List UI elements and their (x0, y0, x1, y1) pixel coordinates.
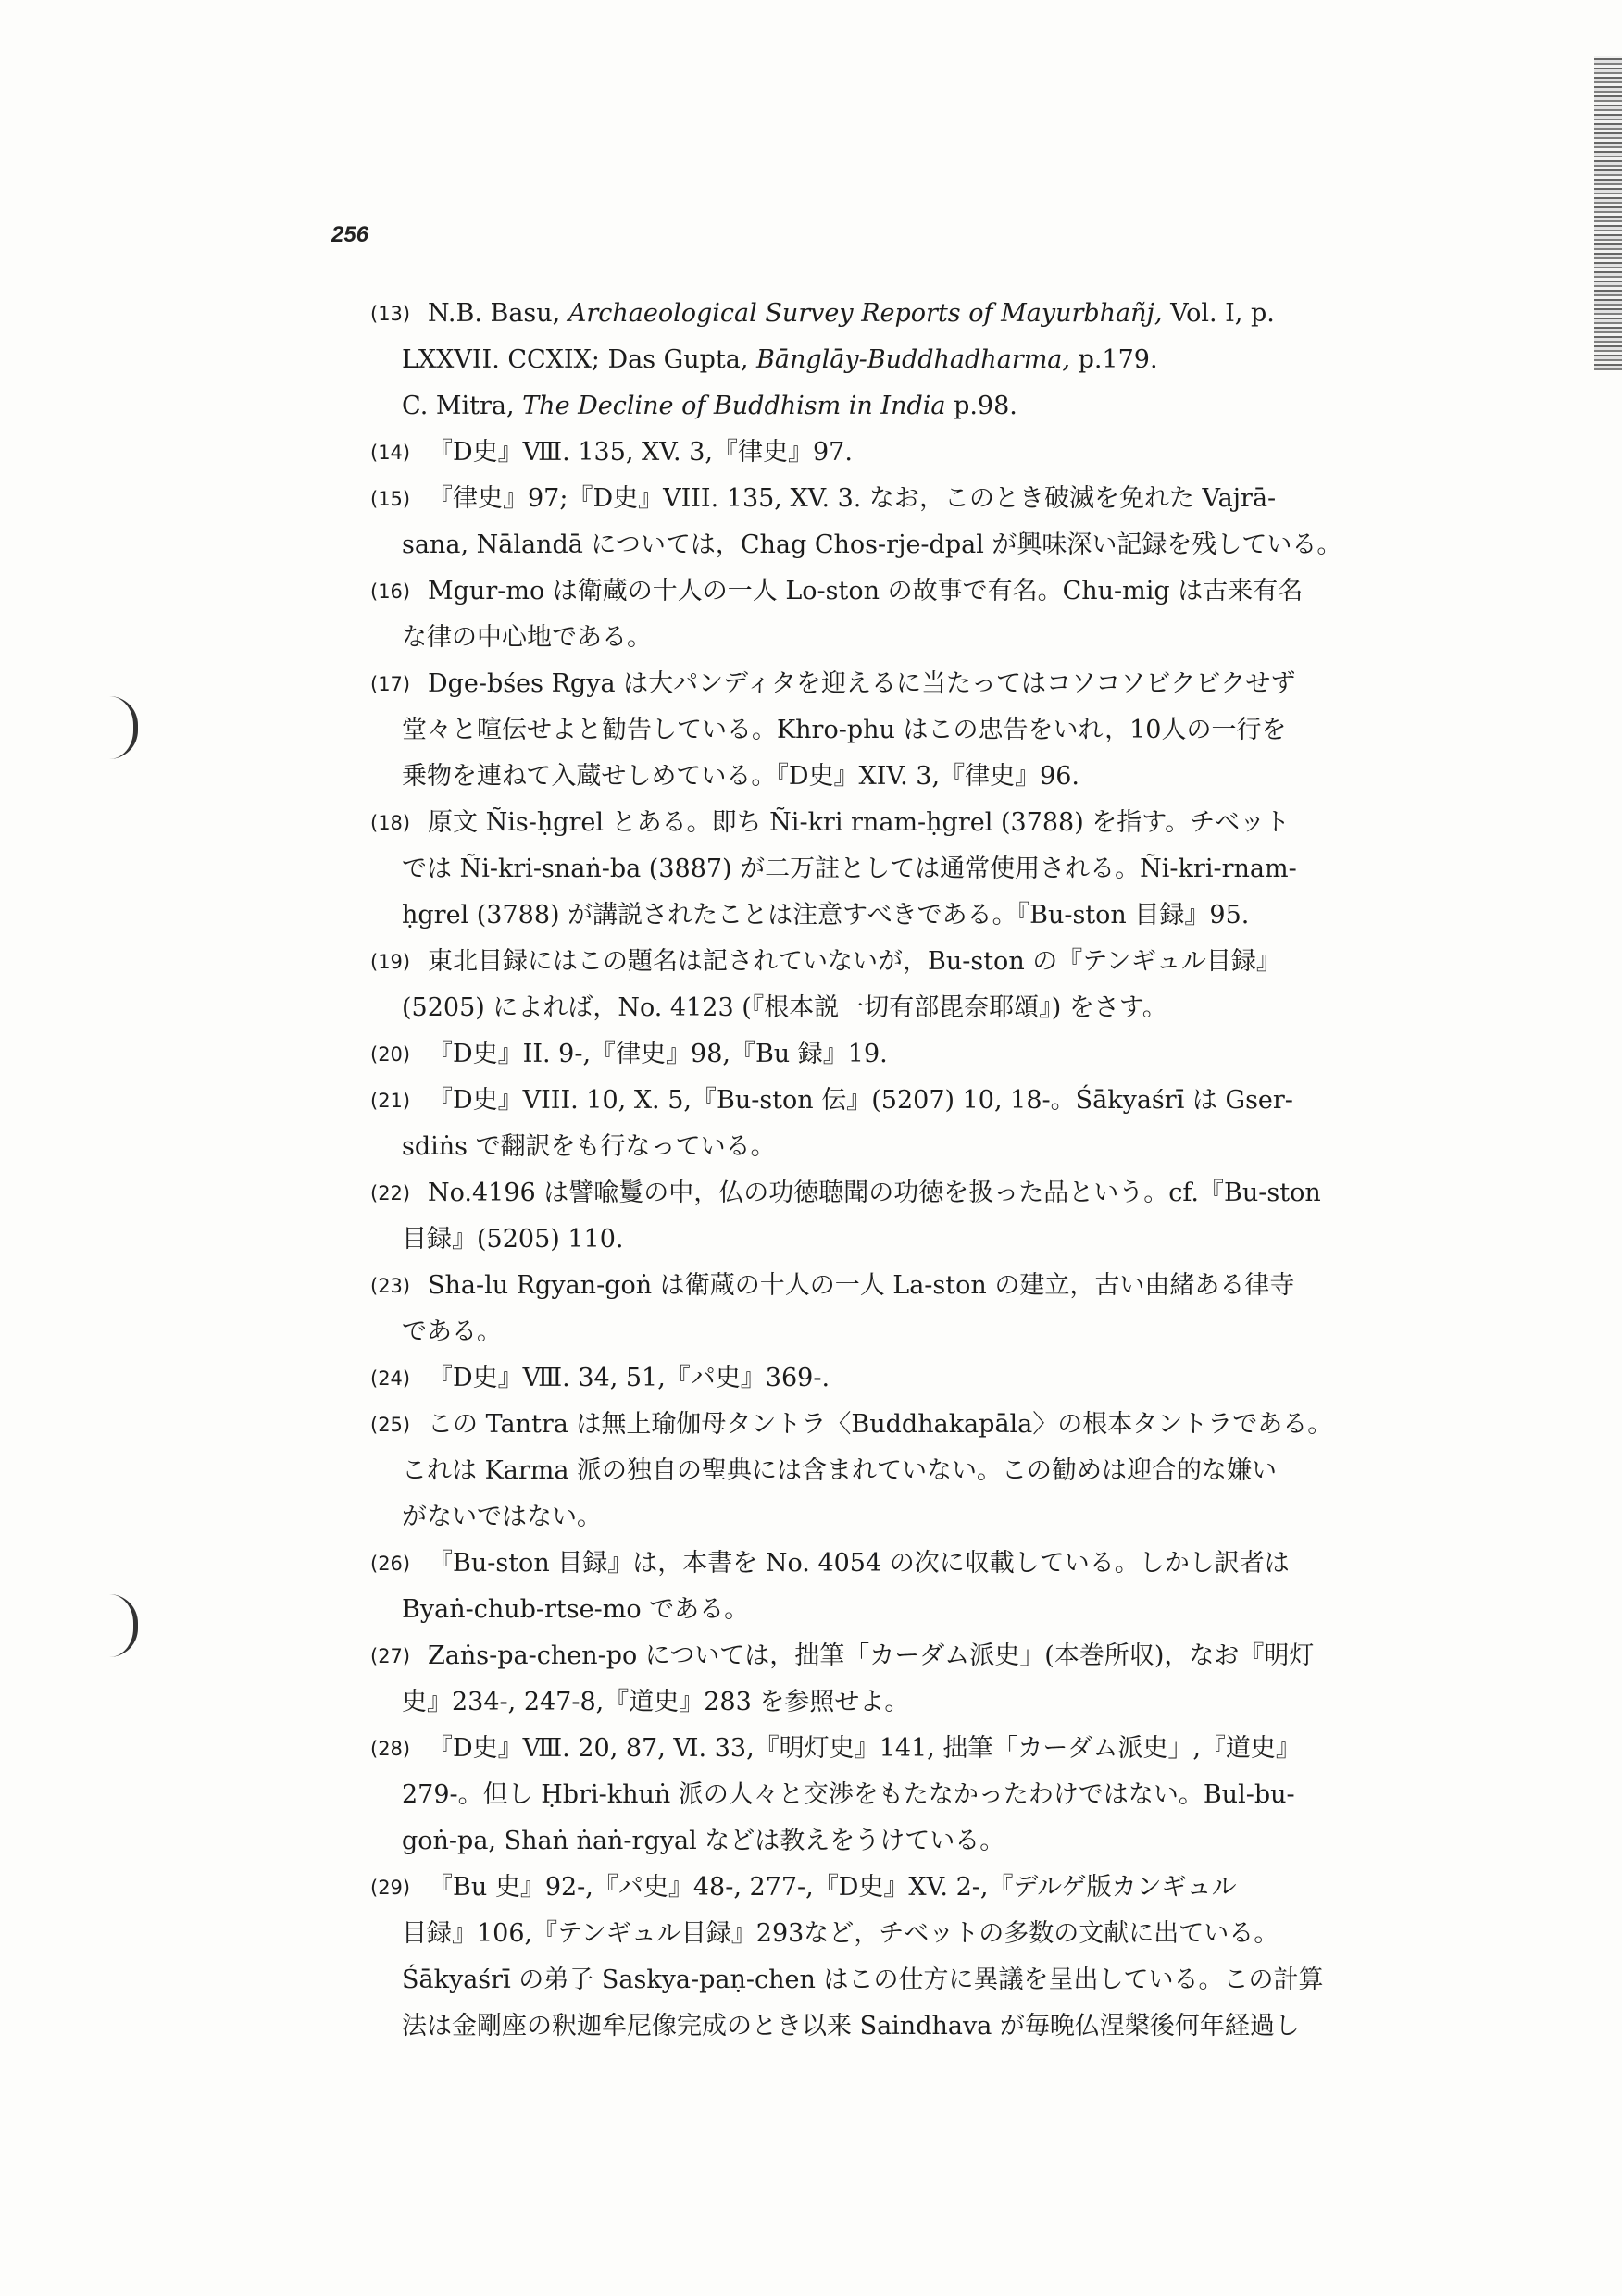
footnote-line (370, 1402, 1463, 1448)
footnote-text: p.98. (945, 392, 1017, 420)
footnote-text: な律の中心地である。 (402, 623, 652, 652)
footnote-number: (20) (370, 1043, 411, 1066)
footnote-number: (25) (370, 1414, 411, 1436)
footnote-line (370, 1772, 1463, 1818)
footnote-text: Byaṅ-chub-rtse-mo である。 (402, 1595, 750, 1624)
margin-bracket-mark (109, 696, 138, 759)
footnote-text: 『Bu 史』92-,『パ史』48-, 277-,『D史』XV. 2-,『デルゲ版カンギュル (428, 1873, 1237, 1902)
footnote-text: sdiṅs で翻訳をも行なっている。 (402, 1132, 776, 1161)
footnote-text: 『律史』97;『D史』VIII. 135, XV. 3. なお，このとき破滅を免れた Vajrā- (428, 484, 1277, 513)
footnote-line (370, 383, 1463, 430)
footnote-text: (5205) によれば，No. 4123 (『根本説一切有部毘奈耶頌』) をさす。 (402, 993, 1167, 1022)
footnote-text: 目録』(5205) 110. (402, 1225, 624, 1254)
footnote-line (370, 892, 1463, 939)
footnote-number: (19) (370, 951, 411, 973)
footnote-number: (18) (370, 812, 411, 834)
footnote-text: ḥgrel (3788) が講説されたことは注意すべきである。『Bu-ston 目録』95. (402, 901, 1250, 930)
footnote-line (370, 754, 1463, 800)
footnote-line (370, 1309, 1463, 1355)
footnote-text: 『Bu-ston 目録』は，本書を No. 4054 の次に収載している。しかし訳者は (428, 1549, 1290, 1578)
footnote-number: (17) (370, 673, 411, 695)
footnote-text: 法は金剛座の釈迦牟尼像完成のとき以来 Saindhava が毎晩仏涅槃後何年経過し (402, 2012, 1300, 2040)
italic-title: The Decline of Buddhism in India (522, 392, 946, 420)
footnote-line (370, 800, 1463, 846)
footnote-text: 堂々と喧伝せよと勧告している。Khro-phu はこの忠告をいれ，10人の一行を (402, 716, 1287, 744)
footnote-number: (15) (370, 488, 411, 510)
footnote-number: (13) (370, 303, 411, 325)
footnote-line (370, 1217, 1463, 1263)
footnote-number: (26) (370, 1553, 411, 1575)
footnote-text: Dge-bśes Rgya は大パンディタを迎えるに当たってはコソコソビクビクせず (428, 669, 1296, 698)
footnote-number: (22) (370, 1182, 411, 1204)
footnote (370, 1355, 1463, 1402)
footnote-text: 史』234-, 247-8,『道史』283 を参照せよ。 (402, 1688, 910, 1716)
footnote-number: (24) (370, 1367, 411, 1390)
footnote-line (370, 1911, 1463, 1957)
footnote-text: これは Karma 派の独自の聖典には含まれていない。この勧めは迎合的な嫌い (402, 1456, 1278, 1485)
footnote-line (370, 1726, 1463, 1772)
footnote-line (370, 1679, 1463, 1726)
footnote-text: Śākyaśrī の弟子 Saskya-paṇ-chen はこの仕方に異議を呈出している。この計算 (402, 1965, 1324, 1994)
footnote-text: である。 (402, 1317, 502, 1346)
footnote-number: (27) (370, 1645, 411, 1667)
footnote-line (370, 661, 1463, 707)
footnote-number: (23) (370, 1275, 411, 1297)
footnote-text: Vol. I, p. (1162, 299, 1275, 328)
italic-title: Archaeological Survey Reports of Mayurbhañj, (568, 299, 1163, 328)
footnote (370, 939, 1463, 1031)
footnote-line (370, 522, 1463, 568)
footnote (370, 568, 1463, 661)
footnote (370, 1170, 1463, 1263)
footnote-line (370, 1448, 1463, 1494)
footnote-line (370, 985, 1463, 1031)
italic-title: Bānglāy-Buddhadharma, (756, 345, 1070, 374)
footnote-text: 原文 Ñis-ḥgrel とある。即ち Ñi-kri rnam-ḥgrel (3788) を指す。チベット (428, 808, 1291, 837)
footnote-line (370, 337, 1463, 383)
footnote-text: 乗物を連ねて入蔵せしめている。『D史』XIV. 3,『律史』96. (402, 762, 1080, 791)
page-number: 256 (331, 222, 369, 247)
footnote-text: goṅ-pa, Shaṅ ṅaṅ-rgyal などは教えをうけている。 (402, 1827, 1005, 1855)
footnote-line (370, 1494, 1463, 1541)
footnote-number: (14) (370, 442, 411, 464)
footnote-text: 『D史』Ⅷ. 20, 87, Ⅵ. 33,『明灯史』141, 拙筆「カーダム派史」,『道史』 (428, 1734, 1301, 1763)
footnote (370, 1402, 1463, 1541)
footnote-line (370, 568, 1463, 615)
footnote-text: C. Mitra, (402, 392, 523, 420)
footnote-text: sana, Nālandā については，Chag Chos-rje-dpal が興味深い記録を残している。 (402, 530, 1342, 559)
footnote-text: Sha-lu Rgyan-goṅ は衛蔵の十人の一人 La-ston の建立，古い由緒ある律寺 (428, 1271, 1295, 1300)
footnote (370, 1633, 1463, 1726)
footnote-line (370, 615, 1463, 661)
footnote-text: がないではない。 (402, 1503, 602, 1531)
footnote-line (370, 1263, 1463, 1309)
footnote-line (370, 707, 1463, 754)
footnote-text: 『D史』II. 9-,『律史』98,『Bu 録』19. (428, 1040, 888, 1068)
footnote-number: (16) (370, 580, 411, 603)
footnote-line (370, 476, 1463, 522)
footnote-line (370, 1170, 1463, 1217)
footnote (370, 1078, 1463, 1170)
footnote (370, 476, 1463, 568)
footnote-line (370, 2003, 1463, 2050)
footnote-text: N.B. Basu, (428, 299, 568, 328)
footnote-line (370, 1078, 1463, 1124)
footnote-text: では Ñi-kri-snaṅ-ba (3887) が二万註としては通常使用される。Ñi-kri-rnam- (402, 855, 1297, 883)
footnote-line (370, 430, 1463, 476)
footnote (370, 661, 1463, 800)
footnote-line (370, 1355, 1463, 1402)
footnote-line (370, 291, 1463, 337)
footnote-line (370, 1541, 1463, 1587)
scan-edge-artifact (1594, 56, 1622, 370)
footnote-text: 目録』106,『テンギュル目録』293など，チベットの多数の文献に出ている。 (402, 1919, 1279, 1948)
footnote (370, 291, 1463, 430)
footnote-line (370, 1031, 1463, 1078)
footnote-line (370, 1865, 1463, 1911)
footnote-text: 『D史』Ⅷ. 135, XV. 3,『律史』97. (428, 438, 853, 467)
footnote-number: (28) (370, 1738, 411, 1760)
margin-bracket-mark (109, 1594, 138, 1657)
footnote (370, 1865, 1463, 2050)
footnote (370, 1726, 1463, 1865)
footnote-line (370, 1818, 1463, 1865)
footnotes (370, 291, 1463, 2050)
footnote (370, 1541, 1463, 1633)
footnote-text: 279-。但し Ḥbri-khuṅ 派の人々と交渉をもたなかったわけではない。Bul-bu- (402, 1780, 1295, 1809)
footnote-line (370, 1957, 1463, 2003)
footnote (370, 800, 1463, 939)
footnote-line (370, 846, 1463, 892)
footnote-text: Zaṅs-pa-chen-po については，拙筆「カーダム派史」(本巻所収)，なお『明灯 (428, 1641, 1315, 1670)
footnote-line (370, 1587, 1463, 1633)
footnote-line (370, 1124, 1463, 1170)
footnote-text: p.179. (1069, 345, 1158, 374)
footnote-text: この Tantra は無上瑜伽母タントラ〈Buddhakapāla〉の根本タントラである。 (428, 1410, 1333, 1439)
footnote-text: No.4196 は譬喩鬘の中，仏の功徳聴聞の功徳を扱った品という。cf.『Bu-ston (428, 1179, 1321, 1207)
footnote-text: Mgur-mo は衛蔵の十人の一人 Lo-ston の故事で有名。Chu-mig は古来有名 (428, 577, 1304, 605)
footnote (370, 430, 1463, 476)
footnote (370, 1263, 1463, 1355)
footnote-number: (21) (370, 1090, 411, 1112)
footnote-text: 『D史』VIII. 10, X. 5,『Bu-ston 伝』(5207) 10, 18-。Śākyaśrī は Gser- (428, 1086, 1293, 1115)
footnote-line (370, 939, 1463, 985)
footnote-text: 東北目録にはこの題名は記されていないが，Bu-ston の『テンギュル目録』 (428, 947, 1281, 976)
footnote-number: (29) (370, 1877, 411, 1899)
footnote-text: LXXVII. CCXIX; Das Gupta, (402, 345, 757, 374)
footnote-line (370, 1633, 1463, 1679)
footnote (370, 1031, 1463, 1078)
footnote-text: 『D史』Ⅷ. 34, 51,『パ史』369-. (428, 1364, 830, 1392)
